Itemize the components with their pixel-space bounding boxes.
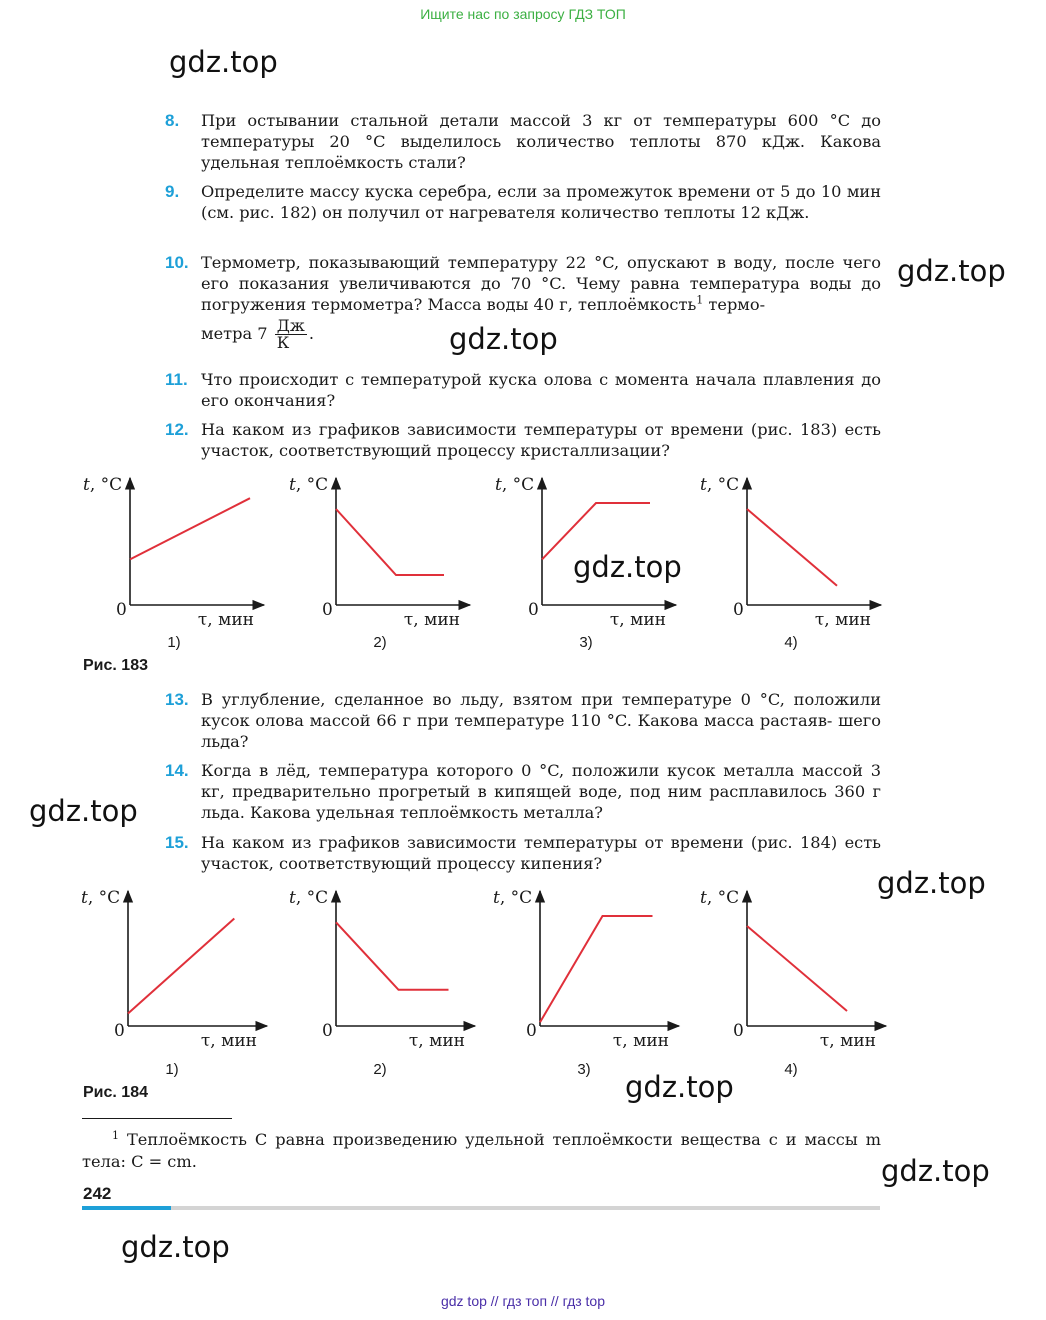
problem-12 (165, 419, 881, 461)
watermark: gdz.top (169, 45, 278, 79)
panel-label: 4) (784, 1061, 798, 1078)
figure-183-caption: Рис. 183 (83, 657, 148, 674)
origin-label: 0 (733, 1021, 744, 1041)
problem-text-line (201, 318, 881, 351)
watermark: gdz.top (29, 794, 138, 828)
problem-10 (165, 252, 881, 351)
origin-label: 0 (322, 600, 333, 620)
y-axis-symbol: t (493, 888, 500, 908)
problem-13 (165, 689, 881, 752)
problem-text: Когда в лёд, температура которого 0 °C, положили кусок металла массой 3 кг, предварительно прогретый в кипящей воде, под ним расплавилось 360 г льда. Какова удельная теплоёмкость металла? (201, 761, 881, 822)
series-line (747, 926, 847, 1011)
series-line (130, 498, 250, 559)
figure-184 (0, 875, 1046, 1080)
page-rule (82, 1206, 880, 1210)
watermark: gdz.top (877, 866, 986, 900)
origin-label: 0 (322, 1021, 333, 1041)
origin-label: 0 (114, 1021, 125, 1041)
problem-text: На каком из графиков зависимости температуры от времени (рис. 183) есть участок, соответствующий процессу кристаллизации? (201, 420, 881, 460)
watermark: gdz.top (881, 1154, 990, 1188)
problem-number: 12. (165, 420, 189, 439)
y-axis-symbol: t (700, 475, 707, 495)
watermark: gdz.top (897, 254, 1006, 288)
panel-label: 1) (165, 1061, 179, 1078)
page-rule-accent (82, 1206, 171, 1210)
problem-9 (165, 181, 881, 223)
problem-text: При остывании стальной детали массой 3 кг от температуры 600 °C до температуры 20 °C выделилось количество теплоты 870 кДж. Какова удельная теплоёмкость стали? (201, 111, 881, 172)
y-axis-label (700, 475, 739, 495)
chart-panel (81, 888, 267, 1078)
problem-11 (165, 369, 881, 411)
x-axis-label: τ, мин (408, 1031, 465, 1051)
y-axis-label (289, 888, 328, 908)
y-axis-symbol: t (289, 888, 296, 908)
figure-183 (0, 465, 1046, 660)
y-axis-unit: , °C (295, 475, 329, 495)
problem-text: На каком из графиков зависимости температуры от времени (рис. 184) есть участок, соответствующий процессу кипения? (201, 833, 881, 873)
figure-184-caption: Рис. 184 (83, 1084, 148, 1101)
chart-panel (289, 888, 475, 1078)
y-axis-unit: , °C (499, 888, 533, 908)
fraction-denominator: К (276, 333, 290, 352)
footnote-mark: 1 (112, 1128, 119, 1142)
problem-number: 13. (165, 690, 189, 709)
x-axis-label: τ, мин (609, 610, 666, 630)
y-axis-symbol: t (81, 888, 88, 908)
y-axis-unit: , °C (706, 888, 740, 908)
panel-label: 2) (373, 1061, 387, 1078)
problem-text (201, 252, 881, 315)
problem-14 (165, 760, 881, 823)
panel-label: 4) (784, 634, 798, 651)
chart-panel (700, 888, 886, 1078)
x-axis-label: τ, мин (612, 1031, 669, 1051)
problem-text-part: . (308, 324, 314, 343)
bottom-links[interactable]: gdz top // гдз топ // гдз top (440, 1293, 606, 1309)
series-line (540, 916, 653, 1022)
problem-8 (165, 110, 881, 173)
y-axis-symbol: t (700, 888, 707, 908)
problem-number: 8. (165, 111, 180, 130)
panel-label: 3) (579, 634, 593, 651)
y-axis-label (289, 475, 328, 495)
x-axis-label: τ, мин (819, 1031, 876, 1051)
y-axis-unit: , °C (89, 475, 123, 495)
panel-label: 2) (373, 634, 387, 651)
problem-number: 9. (165, 182, 180, 201)
origin-label: 0 (116, 600, 127, 620)
y-axis-symbol: t (289, 475, 296, 495)
x-axis-label: τ, мин (197, 610, 254, 630)
origin-label: 0 (733, 600, 744, 620)
origin-label: 0 (528, 600, 539, 620)
x-axis-label: τ, мин (403, 610, 460, 630)
problem-text: В углубление, сделанное во льду, взятом при температуре 0 °C, положили кусок олова массой 66 г при температуре 110 °C. Какова масса растаяв- шего льда? (201, 690, 881, 751)
panel-label: 1) (167, 634, 181, 651)
problem-text-part: термо- (703, 295, 766, 314)
footnote-ref: 1 (696, 293, 704, 307)
fraction (275, 318, 307, 351)
problem-text-part: метра 7 (201, 324, 268, 343)
footnote (82, 1129, 881, 1173)
footnote-divider (82, 1118, 232, 1119)
chart-panel (83, 475, 264, 651)
y-axis-symbol: t (495, 475, 502, 495)
watermark: gdz.top (625, 1070, 734, 1104)
problem-number: 15. (165, 833, 189, 852)
y-axis-label (81, 888, 120, 908)
page-number: 242 (83, 1184, 112, 1203)
problem-text: Что происходит с температурой куска олова с момента начала плавления до его окончания? (201, 370, 881, 410)
chart-panel (289, 475, 470, 651)
panel-label: 3) (577, 1061, 591, 1078)
y-axis-symbol: t (83, 475, 90, 495)
footnote-text: Теплоёмкость C равна произведению удельной теплоёмкости вещества c и массы m тела: C = cm. (82, 1130, 881, 1171)
series-line (336, 922, 449, 990)
series-line (128, 919, 234, 1014)
chart-panel (700, 475, 881, 651)
y-axis-unit: , °C (87, 888, 121, 908)
problem-number: 10. (165, 253, 189, 272)
chart-panel (493, 888, 679, 1078)
series-line (336, 509, 444, 575)
series-line (747, 509, 837, 586)
problem-number: 14. (165, 761, 189, 780)
watermark: gdz.top (573, 550, 682, 584)
y-axis-unit: , °C (501, 475, 535, 495)
y-axis-label (83, 475, 122, 495)
series-line (542, 503, 650, 559)
y-axis-unit: , °C (295, 888, 329, 908)
problem-number: 11. (165, 370, 188, 389)
y-axis-label (493, 888, 532, 908)
fraction-numerator: Дж (276, 316, 305, 335)
x-axis-label: τ, мин (200, 1031, 257, 1051)
y-axis-label (495, 475, 534, 495)
origin-label: 0 (526, 1021, 537, 1041)
problem-text: Определите массу куска серебра, если за промежуток времени от 5 до 10 мин (см. рис. 182) он получил от нагревателя количество теплоты 12 кДж. (201, 182, 881, 222)
watermark: gdz.top (449, 322, 558, 356)
problem-text-part: Термометр, показывающий температуру 22 °C, опускают в воду, после чего его показания увеличиваются до 70 °C. Чему равна температура воды до погружения термометра? Масса воды 40 г, теплоёмкость (201, 253, 881, 314)
watermark: gdz.top (121, 1230, 230, 1264)
y-axis-unit: , °C (706, 475, 740, 495)
y-axis-label (700, 888, 739, 908)
chart-panel (495, 475, 676, 651)
problem-15 (165, 832, 881, 874)
top-banner[interactable]: Ищите нас по запросу ГДЗ ТОП (420, 6, 626, 22)
x-axis-label: τ, мин (814, 610, 871, 630)
